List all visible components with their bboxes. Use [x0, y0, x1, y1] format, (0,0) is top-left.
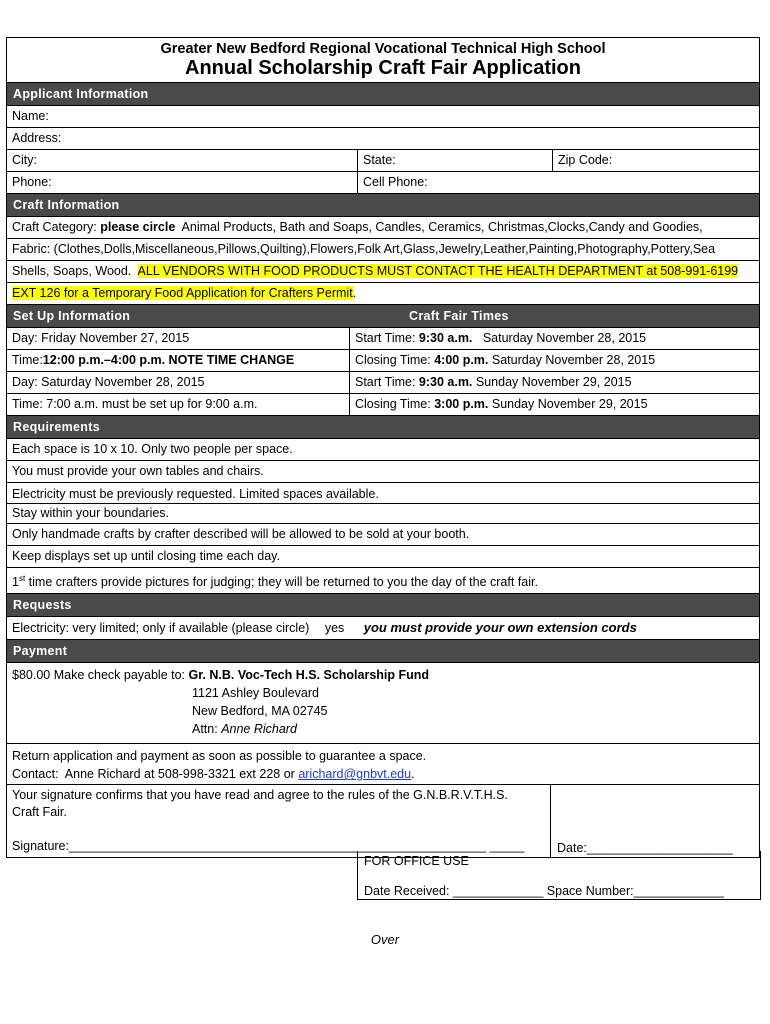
requirement-text: Electricity must be previously requested. Limited spaces available.	[12, 487, 379, 501]
name-row	[7, 106, 759, 128]
closing-time-value: 4:00 p.m.	[434, 353, 489, 367]
craft-category-row-2	[7, 239, 759, 261]
form-title: Annual Scholarship Craft Fair Application	[185, 57, 581, 79]
payment-amount: $80.00 Make check payable to:	[12, 668, 189, 683]
craft-category-label: Craft Category:	[12, 220, 101, 234]
signature-block	[7, 785, 550, 857]
section-craft-information: Craft Information	[7, 194, 759, 217]
electricity-label: Electricity: very limited; only if available (please circle)	[12, 621, 310, 636]
craft-notice-row	[7, 283, 759, 305]
requirement-item	[7, 524, 759, 546]
craft-notice-line	[7, 283, 361, 304]
requirement-text: Stay within your boundaries.	[7, 503, 759, 523]
craft-fair-times-heading: Craft Fair Times	[409, 309, 509, 323]
craft-category-options-1: Animal Products, Bath and Soaps, Candles, Ceramics, Christmas,Clocks,Candy and Goodies,	[175, 220, 703, 234]
start-time-value: 9:30 a.m.	[418, 331, 473, 345]
electricity-yes-option[interactable]: yes	[324, 621, 345, 636]
craft-category-row	[7, 217, 759, 239]
closing-time-2	[349, 394, 759, 415]
craft-category-options-2[interactable]: Fabric: (Clothes,Dolls,Miscellaneous,Pillows,Quilting),Flowers,Folk Art,Glass,Jewelry,Leather,Painting,Photography,Pottery,Sea	[12, 242, 716, 256]
food-permit-notice: EXT 126 for a Temporary Food Application for Crafters Permit	[12, 286, 353, 300]
cell-phone-field[interactable]: Cell Phone:	[357, 172, 759, 193]
requirement-text	[7, 568, 543, 593]
address-row	[7, 128, 759, 150]
electricity-request-row	[7, 617, 759, 640]
payment-amount-line	[12, 666, 754, 684]
contact-line	[12, 765, 754, 783]
section-setup-information	[7, 305, 759, 328]
requirement-text: Keep displays set up until closing time each day.	[12, 549, 280, 563]
setup-day-1: Day: Friday November 27, 2015	[12, 331, 190, 345]
requirement-text: You must provide your own tables and chairs.	[12, 464, 264, 478]
office-use-fields[interactable]: Date Received: _____________ Space Number:_____________	[364, 884, 725, 898]
start-time-date: Saturday November 28, 2015	[472, 331, 647, 345]
electricity-request	[7, 617, 642, 639]
setup-row-2	[7, 350, 759, 372]
requirement-item-stack	[7, 483, 759, 524]
over-label: Over	[370, 932, 400, 947]
start-time-2	[349, 372, 759, 393]
closing-time-label: Closing Time:	[355, 397, 435, 411]
setup-time-1	[7, 350, 349, 371]
requirement-text: Only handmade crafts by crafter described will be allowed to be sold at your booth.	[12, 527, 470, 541]
section-payment: Payment	[7, 640, 759, 663]
application-form	[6, 37, 760, 858]
payment-payee: Gr. N.B. Voc-Tech H.S. Scholarship Fund	[188, 668, 430, 683]
closing-time-label: Closing Time:	[355, 353, 435, 367]
please-circle-label: please circle	[100, 220, 176, 234]
craft-category-row-3	[7, 261, 759, 283]
requirement-item	[7, 568, 759, 594]
signature-field[interactable]: Signature:____________________________________________________________ _____	[12, 839, 525, 854]
setup-row-3	[7, 372, 759, 394]
requirement-item	[7, 461, 759, 483]
setup-row-1	[7, 328, 759, 350]
start-time-value: 9:30 a.m.	[418, 375, 473, 389]
requirement-item	[7, 439, 759, 461]
payment-attn	[12, 720, 754, 738]
address-field[interactable]: Address:	[12, 131, 62, 145]
craft-category-options-3[interactable]: Shells, Soaps, Wood.	[12, 264, 138, 278]
city-field[interactable]: City:	[12, 153, 37, 167]
state-field[interactable]: State:	[357, 150, 552, 171]
contact-text: Contact: Anne Richard at 508-998-3321 ext 228 or	[12, 767, 299, 782]
requirement-text: Each space is 10 x 10. Only two people per space.	[12, 442, 293, 456]
city-state-zip-row	[7, 150, 759, 172]
extension-cord-note: you must provide your own extension cords	[363, 620, 637, 636]
ordinal-number: 1	[12, 575, 19, 590]
contact-period: .	[411, 767, 415, 782]
setup-time-2: Time: 7:00 a.m. must be set up for 9:00 a.m.	[12, 397, 258, 411]
start-time-label: Start Time:	[355, 375, 419, 389]
setup-time-label: Time:	[12, 353, 43, 367]
signature-confirm-line-2: Craft Fair.	[12, 805, 67, 820]
payment-city: New Bedford, MA 02745	[192, 704, 328, 719]
closing-time-value: 3:00 p.m.	[434, 397, 489, 411]
return-instructions	[7, 744, 759, 785]
office-use-title: FOR OFFICE USE	[364, 854, 469, 868]
setup-day-2: Day: Saturday November 28, 2015	[12, 375, 205, 389]
date-block	[550, 785, 759, 857]
requirement-rest: time crafters provide pictures for judging; they will be returned to you the day of the craft fair.	[25, 575, 538, 590]
section-applicant-information: Applicant Information	[7, 83, 759, 106]
contact-email-link[interactable]: arichard@gnbvt.edu	[298, 767, 412, 782]
attn-name: Anne Richard	[221, 722, 297, 737]
closing-time-1	[349, 350, 759, 371]
start-time-1	[349, 328, 759, 349]
office-use-box	[357, 851, 761, 900]
ordinal-suffix: st	[18, 574, 26, 583]
setup-information-heading: Set Up Information	[13, 309, 131, 323]
craft-category-line-3	[7, 261, 743, 282]
closing-time-date: Saturday November 28, 2015	[488, 353, 656, 367]
name-field[interactable]: Name:	[12, 109, 49, 123]
payment-street: 1121 Ashley Boulevard	[192, 686, 319, 701]
attn-label: Attn:	[192, 722, 222, 737]
closing-time-date: Sunday November 29, 2015	[488, 397, 648, 411]
phone-field[interactable]: Phone:	[12, 175, 52, 189]
section-requirements: Requirements	[7, 416, 759, 439]
return-text: Return application and payment as soon as possible to guarantee a space.	[12, 749, 427, 764]
setup-time-value: 12:00 p.m.–4:00 p.m. NOTE TIME CHANGE	[42, 353, 295, 367]
setup-row-4	[7, 394, 759, 416]
phone-row	[7, 172, 759, 194]
start-time-label: Start Time:	[355, 331, 419, 345]
date-field[interactable]: Date:_____________________	[557, 841, 733, 856]
craft-category-line-1[interactable]	[7, 217, 708, 238]
form-header	[7, 38, 759, 83]
signature-row	[7, 785, 759, 858]
food-vendor-notice: ALL VENDORS WITH FOOD PRODUCTS MUST CONTACT THE HEALTH DEPARTMENT at 508-991-6199	[137, 264, 739, 278]
school-name: Greater New Bedford Regional Vocational Technical High School	[160, 41, 606, 57]
start-time-date: Sunday November 29, 2015	[472, 375, 632, 389]
food-permit-period: .	[352, 286, 357, 300]
requirement-item	[7, 546, 759, 568]
section-requests: Requests	[7, 594, 759, 617]
signature-confirm-line-1: Your signature confirms that you have read and agree to the rules of the G.N.B.R.V.T.H.S.	[12, 788, 508, 803]
zip-field[interactable]: Zip Code:	[552, 150, 759, 171]
payment-details	[7, 663, 759, 744]
